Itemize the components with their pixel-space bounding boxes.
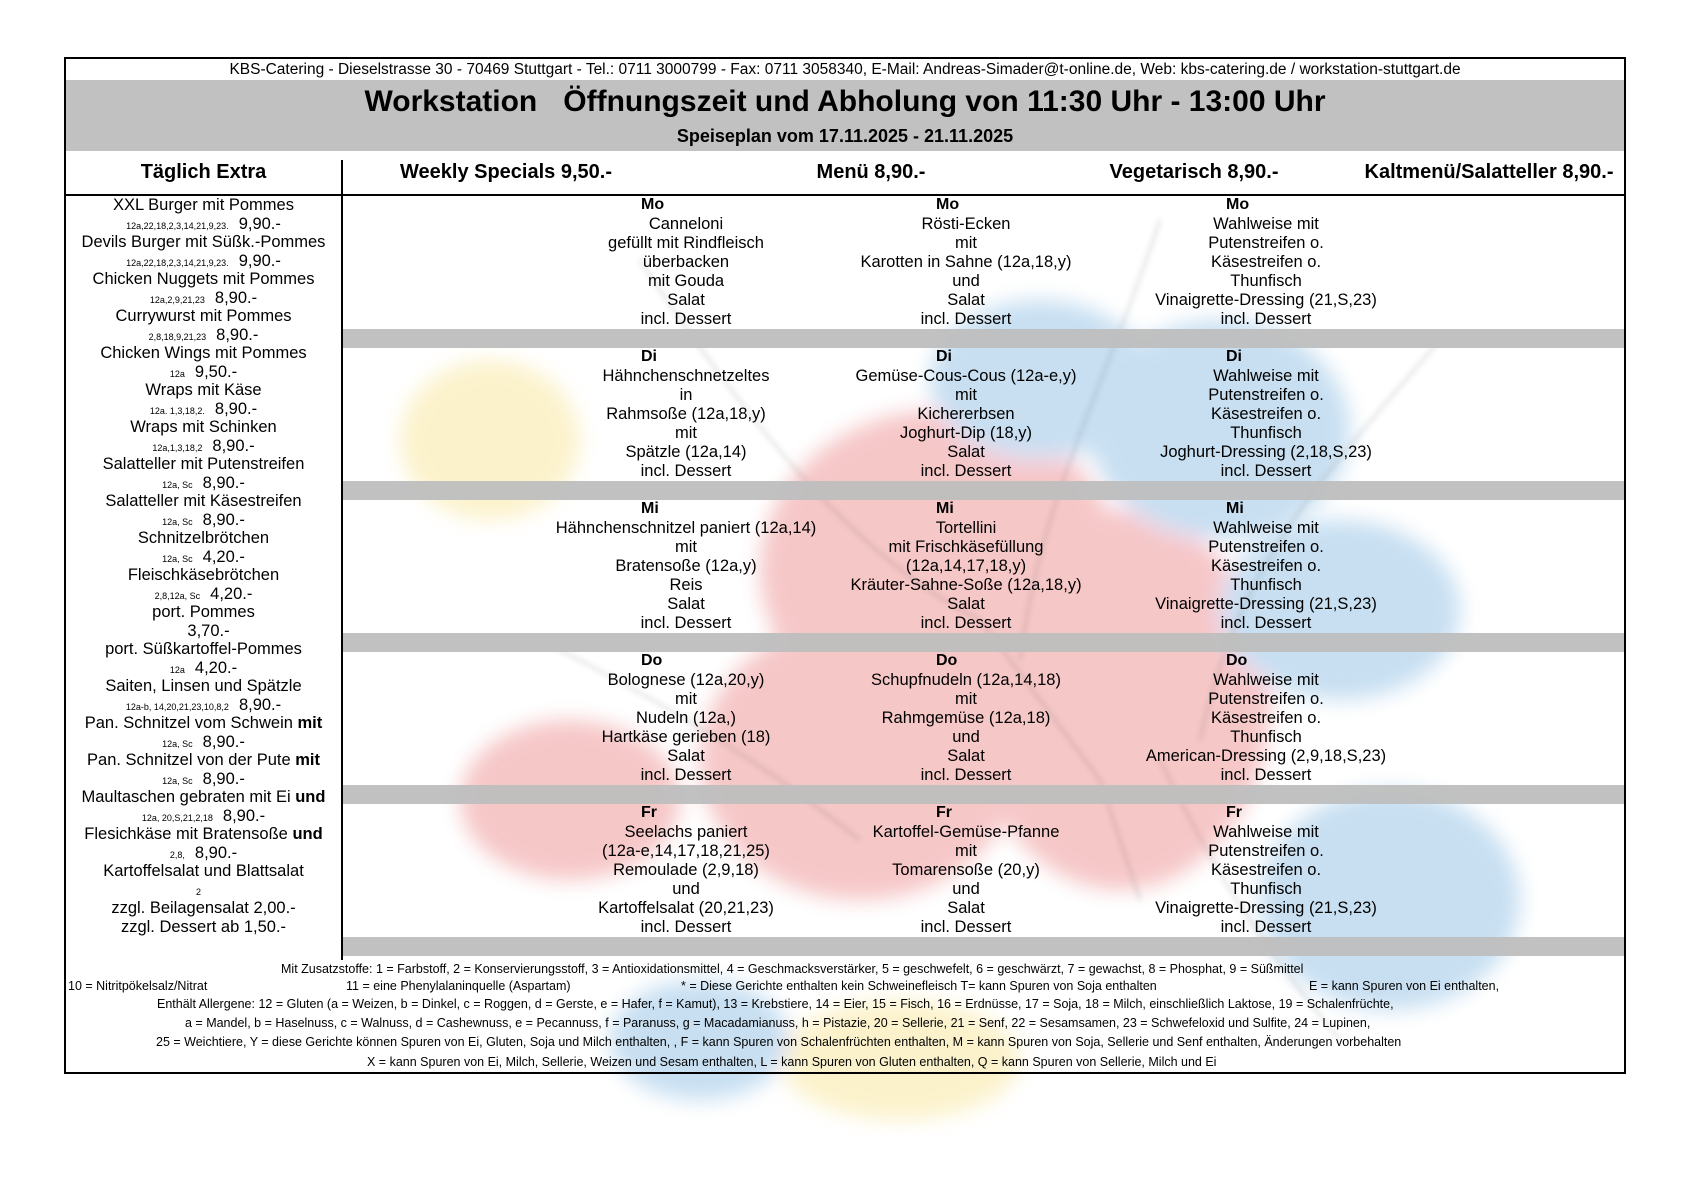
dish-line: incl. Dessert (1220, 614, 1312, 632)
extra-item-label: Salatteller mit Käsestreifen (105, 492, 302, 510)
extra-item-name (66, 714, 341, 733)
menu-sheet (64, 57, 1626, 1074)
dish-line: Putenstreifen o. (1208, 842, 1324, 860)
dish-line: Wahlweise mit (1213, 671, 1319, 689)
footer-line-2c: * = Diese Gerichte enthalten kein Schweinefleisch T= kann Spuren von Soja enthalten (681, 979, 1157, 993)
day-label: Fr (936, 804, 952, 821)
extra-item (66, 381, 341, 418)
extra-item-label: Wraps mit Schinken (130, 418, 277, 436)
extra-item-codes: 12a (169, 665, 185, 675)
dish-line: Wahlweise mit (1213, 215, 1319, 233)
dish-line: incl. Dessert (1220, 766, 1312, 784)
extra-item (66, 418, 341, 455)
dish-line: mit (955, 842, 977, 860)
extra-item-price-row (66, 289, 341, 307)
extra-item-bold: und (292, 825, 323, 843)
extra-item-label: port. Süßkartoffel-Pommes (105, 640, 302, 658)
kalt-dish (1126, 519, 1406, 633)
extra-item-price: 8,90.- (202, 770, 245, 788)
dish-line: Wahlweise mit (1213, 823, 1319, 841)
extra-item-name (66, 751, 341, 770)
extra-item-price: 8,90.- (216, 326, 259, 344)
dish-line: incl. Dessert (920, 310, 1012, 328)
dish-line: Vinaigrette-Dressing (21,S,23) (1155, 899, 1377, 917)
veg-dish (816, 823, 1116, 937)
col-head-veg: Vegetarisch 8,90.- (1109, 161, 1279, 183)
dish-line: gefüllt mit Rindfleisch (608, 234, 764, 252)
extra-item-price: 3,70.- (187, 622, 230, 640)
extra-item-price: 8,90.- (202, 733, 245, 751)
dish-line: Thunfisch (1230, 576, 1302, 594)
title-opening-hours: Öffnungszeit und Abholung von 11:30 Uhr - 13:00 Uhr (563, 85, 1326, 118)
menu-dish (541, 215, 831, 329)
extra-item (66, 492, 341, 529)
dish-line: incl. Dessert (920, 918, 1012, 936)
dish-line: mit Gouda (647, 272, 725, 290)
dish-line: Kartoffelsalat (20,21,23) (598, 899, 774, 917)
dish-line: Joghurt-Dip (18,y) (899, 424, 1033, 442)
dish-line: Salat (947, 291, 985, 309)
extra-item-name (66, 233, 341, 252)
extra-item-bold: mit (297, 714, 323, 732)
day-label: Do (936, 652, 958, 669)
extra-item-price-row (66, 215, 341, 233)
extra-item-label: Devils Burger mit Süßk.-Pommes (81, 233, 326, 251)
day-label: Fr (641, 804, 657, 821)
dish-line: Salat (667, 291, 705, 309)
extra-item-label: Currywurst mit Pommes (115, 307, 292, 325)
dish-line: Salat (947, 899, 985, 917)
extra-item-price: 8,90.- (214, 289, 258, 307)
dish-line: incl. Dessert (640, 918, 732, 936)
page-title (66, 85, 1624, 119)
extra-item-price-row (66, 400, 341, 418)
footer-line-2a: 10 = Nitritpökelsalz/Nitrat (68, 979, 208, 993)
veg-dish (816, 519, 1116, 633)
extra-item-bold: mit (295, 751, 320, 769)
day-label: Mi (1226, 500, 1244, 517)
extra-item-price-row (66, 733, 341, 751)
dish-line: incl. Dessert (1220, 310, 1312, 328)
day-label: Di (1226, 348, 1242, 365)
col-head-weekly: Weekly Specials 9,50.- (400, 161, 612, 183)
extra-item-price-row (66, 437, 341, 455)
dish-line: Nudeln (12a,) (636, 709, 736, 727)
day-label: Mo (1226, 196, 1250, 213)
dish-line: überbacken (642, 253, 730, 271)
day-label: Mo (641, 196, 665, 213)
kalt-dish (1126, 671, 1406, 785)
extra-item-price: 8,90.- (214, 400, 258, 418)
extra-item-label: Chicken Wings mit Pommes (100, 344, 307, 362)
extra-item-price: 8,90.- (212, 437, 255, 455)
extra-item-codes: 12a,22,18,2,3,14,21,9,23. (126, 258, 229, 268)
day-label: Do (1226, 652, 1248, 669)
dish-line: Karotten in Sahne (12a,18,y) (860, 253, 1072, 271)
dish-line: incl. Dessert (640, 766, 732, 784)
extra-item-label: Chicken Nuggets mit Pommes (92, 270, 315, 288)
extra-item (66, 603, 341, 640)
dish-line: incl. Dessert (640, 310, 732, 328)
extra-item-price: 4,20.- (202, 548, 245, 566)
dish-line: und (952, 880, 980, 898)
kalt-dish (1126, 367, 1406, 481)
extra-item-name (66, 603, 341, 622)
dish-line: mit (955, 386, 977, 404)
extra-item (66, 714, 341, 751)
dish-line: Wahlweise mit (1213, 519, 1319, 537)
dish-line: in (679, 386, 693, 404)
dish-line: mit (675, 424, 697, 442)
dish-line: Putenstreifen o. (1208, 234, 1324, 252)
footer-line-2b: 11 = eine Phenylalaninquelle (Aspartam) (346, 979, 571, 993)
extra-item-bold: und (295, 788, 326, 806)
dish-line: Salat (667, 747, 705, 765)
dish-line: incl. Dessert (1220, 462, 1312, 480)
extra-item-price-row (66, 622, 341, 640)
contact-line: KBS-Catering - Dieselstrasse 30 - 70469 Stuttgart - Tel.: 0711 3000799 - Fax: 0711 3058340, E-Mail: Andreas-Simader@t-online.de, Web: kbs-catering.de / workstation-stuttgart.de (229, 61, 1461, 78)
extra-item (66, 640, 341, 677)
extra-item-price-row (66, 548, 341, 566)
extra-item (66, 233, 341, 270)
footer-line-1: Mit Zusatzstoffe: 1 = Farbstoff, 2 = Konservierungsstoff, 3 = Antioxidationsmittel, 4 = Geschmacksverstärker, 5 = geschwefelt, 6 = geschwärzt, 7 = gewachst, 8 = Phosphat, 9 = Süßmittel (281, 962, 1304, 976)
day-label: Fr (1226, 804, 1242, 821)
dish-line: incl. Dessert (920, 614, 1012, 632)
extra-item-price: 8,90.- (238, 696, 282, 714)
day-separator (343, 785, 1624, 804)
daily-extra-list (66, 196, 341, 937)
dish-line: Gemüse-Cous-Cous (12a-e,y) (855, 367, 1077, 385)
dish-line: Seelachs paniert (624, 823, 748, 841)
dish-line: mit (675, 690, 697, 708)
extra-surcharge: zzgl. Dessert ab 1,50.- (120, 918, 287, 936)
extra-item (66, 307, 341, 344)
extra-item-price-row (66, 696, 341, 714)
footer-line-6: X = kann Spuren von Ei, Milch, Sellerie, Weizen und Sesam enthalten, L = kann Spuren von Gluten enthalten, Q = kann Spuren von Sellerie, Milch und Ei (367, 1055, 1217, 1069)
dish-line: Tomarensoße (20,y) (892, 861, 1040, 879)
day-label: Di (641, 348, 657, 365)
dish-line: Bolognese (12a,20,y) (607, 671, 765, 689)
extra-item-label: Flesichkäse mit Bratensoße (84, 825, 293, 843)
extra-item-codes: 12a, Sc (162, 739, 193, 749)
dish-line: incl. Dessert (920, 766, 1012, 784)
extra-item-price-row (66, 659, 341, 677)
extra-item-label: Fleischkäsebrötchen (127, 566, 280, 584)
dish-line: (12a-e,14,17,18,21,25) (602, 842, 770, 860)
extra-item-price-row (66, 474, 341, 492)
extra-item-name (66, 862, 341, 881)
extra-item-name (66, 788, 341, 807)
dish-line: Käsestreifen o. (1210, 557, 1322, 575)
day-separator (343, 937, 1624, 956)
dish-line: Putenstreifen o. (1208, 690, 1324, 708)
extra-item (66, 344, 341, 381)
extra-item (66, 862, 341, 899)
extra-item-name (66, 381, 341, 400)
extra-item-name (66, 566, 341, 585)
dish-line: Käsestreifen o. (1210, 709, 1322, 727)
extra-item-codes: 12a,2,9,21,23 (149, 295, 205, 305)
dish-line: mit (675, 538, 697, 556)
extra-item-price-row (66, 252, 341, 270)
dish-line: Putenstreifen o. (1208, 538, 1324, 556)
footer-line-5: 25 = Weichtiere, Y = diese Gerichte können Spuren von Ei, Gluten, Soja und Milch enthalten, , F = kann Spuren von Schalenfrüchten enthalten, M = kann Spuren von Soja, Sellerie und Senf enthalten, Änderungen vorbehalten (156, 1035, 1402, 1049)
dish-line: Käsestreifen o. (1210, 405, 1322, 423)
dish-line: Remoulade (2,9,18) (613, 861, 759, 879)
extra-item-codes: 12a (169, 369, 185, 379)
extra-item-name (66, 677, 341, 696)
dish-line: Kichererbsen (917, 405, 1015, 423)
day-separator (343, 633, 1624, 652)
col-head-extra: Täglich Extra (140, 161, 267, 183)
extra-item-name (66, 455, 341, 474)
day-label: Do (641, 652, 663, 669)
dish-line: Rahmgemüse (12a,18) (881, 709, 1051, 727)
dish-line: Salat (947, 747, 985, 765)
dish-line: Rösti-Ecken (921, 215, 1011, 233)
dish-line: (12a,14,17,18,y) (905, 557, 1027, 575)
extra-item-codes: 12a, 20,S,21,2,18 (141, 813, 213, 823)
dish-line: Tortellini (935, 519, 997, 537)
extra-item-price: 4,20.- (210, 585, 253, 603)
extra-item-label: Pan. Schnitzel von der Pute (87, 751, 296, 769)
veg-dish (816, 671, 1116, 785)
menu-dish (541, 823, 831, 937)
day-label: Di (936, 348, 952, 365)
col-head-kalt: Kaltmenü/Salatteller 8,90.- (1364, 161, 1614, 183)
menu-dish (541, 671, 831, 785)
extra-item-label: XXL Burger mit Pommes (113, 196, 294, 214)
dish-line: Schupfnudeln (12a,14,18) (871, 671, 1061, 689)
extra-item-price-row (66, 363, 341, 381)
extra-item (66, 825, 341, 862)
dish-line: Reis (669, 576, 703, 594)
extra-item-price: 8,90.- (222, 807, 266, 825)
extra-item (66, 677, 341, 714)
extra-item (66, 455, 341, 492)
extra-item-price-row (66, 807, 341, 825)
extra-item-codes: 12a-b, 14,20,21,23,10,8,2 (125, 702, 229, 712)
dish-line: Bratensoße (12a,y) (615, 557, 757, 575)
extra-item-price: 9,90.- (238, 215, 281, 233)
col-head-menu: Menü 8,90.- (816, 161, 926, 183)
extra-item-label: Wraps mit Käse (145, 381, 262, 399)
dish-line: incl. Dessert (1220, 918, 1312, 936)
dish-line: incl. Dessert (640, 614, 732, 632)
kalt-dish (1126, 215, 1406, 329)
dish-line: Canneloni (648, 215, 724, 233)
veg-dish (816, 215, 1116, 329)
extra-item-name (66, 640, 341, 659)
dish-line: Thunfisch (1230, 728, 1302, 746)
dish-line: Salat (947, 443, 985, 461)
dish-line: mit Frischkäsefüllung (888, 538, 1044, 556)
dish-line: Hähnchenschnetzeltes (602, 367, 770, 385)
dish-line: Rahmsoße (12a,18,y) (606, 405, 766, 423)
day-label: Mo (936, 196, 960, 213)
extra-item-name (66, 196, 341, 215)
extra-item-name (66, 825, 341, 844)
extra-surcharge: zzgl. Beilagensalat 2,00.- (111, 899, 296, 917)
extra-item (66, 270, 341, 307)
footer-line-3: Enthält Allergene: 12 = Gluten (a = Weizen, b = Dinkel, c = Roggen, d = Gerste, e = Hafer, f = Kamut), 13 = Krebstiere, 14 = Eier, 15 = Fisch, 16 = Erdnüsse, 17 = Soja, 18 = Milch, einschließlich Laktose, 19 = Schalenfrüchte, (157, 997, 1394, 1011)
title-workstation: Workstation (364, 85, 538, 118)
extra-item-codes: 12a. 1,3,18,2. (149, 406, 205, 416)
dish-line: und (672, 880, 700, 898)
dish-line: incl. Dessert (640, 462, 732, 480)
extra-item-price-row (66, 881, 341, 899)
dish-line: Kräuter-Sahne-Soße (12a,18,y) (850, 576, 1082, 594)
title-band (66, 80, 1624, 151)
column-divider (341, 160, 343, 960)
menu-dish (541, 519, 831, 633)
extra-item-name (66, 270, 341, 289)
extra-item-name (66, 344, 341, 363)
dish-line: mit (955, 234, 977, 252)
extra-item-codes: 2,8,12a, Sc (154, 591, 201, 601)
day-separator (343, 329, 1624, 348)
extra-item-codes: 12a, Sc (162, 517, 193, 527)
dish-line: Vinaigrette-Dressing (21,S,23) (1155, 595, 1377, 613)
dish-line: Vinaigrette-Dressing (21,S,23) (1155, 291, 1377, 309)
extra-item-codes: 12a, Sc (162, 554, 193, 564)
dish-line: Salat (947, 595, 985, 613)
extra-item-price-row (66, 770, 341, 788)
extra-item (66, 529, 341, 566)
extra-item-codes: 12a,1,3,18,2 (152, 443, 203, 453)
footer-line-2d: E = kann Spuren von Ei enthalten, (1309, 979, 1500, 993)
dish-line: Hartkäse gerieben (18) (601, 728, 771, 746)
dish-line: Käsestreifen o. (1210, 861, 1322, 879)
extra-item-label: Kartoffelsalat und Blattsalat (103, 862, 304, 880)
extra-item-name (66, 529, 341, 548)
day-label: Mi (936, 500, 954, 517)
dish-line: Käsestreifen o. (1210, 253, 1322, 271)
extra-item-codes: 12a, Sc (162, 480, 193, 490)
day-label: Mi (641, 500, 659, 517)
dish-line: und (952, 272, 980, 290)
kalt-dish (1126, 823, 1406, 937)
extra-item-label: Maultaschen gebraten mit Ei (81, 788, 296, 806)
day-separator (343, 481, 1624, 500)
dish-line: mit (955, 690, 977, 708)
extra-item-label: Salatteller mit Putenstreifen (102, 455, 305, 473)
extra-item (66, 751, 341, 788)
dish-line: Thunfisch (1230, 272, 1302, 290)
footer-line-4: a = Mandel, b = Haselnuss, c = Walnuss, d = Cashewnuss, e = Pecannuss, f = Paranuss, g = Macadamianuss, h = Pistazie, 20 = Sellerie, 21 = Senf, 22 = Sesamsamen, 23 = Schwefeloxid und Sulfite, 24 = Lupinen, (185, 1016, 1371, 1030)
extra-item-codes: 2,8,18,9,21,23 (148, 332, 207, 342)
dish-line: Putenstreifen o. (1208, 386, 1324, 404)
menu-dish (541, 367, 831, 481)
extra-item-price-row (66, 585, 341, 603)
extra-item-price: 8,90.- (202, 511, 245, 529)
extra-item-codes: 12a, Sc (162, 776, 193, 786)
extra-item-price-row (66, 511, 341, 529)
dish-line: incl. Dessert (920, 462, 1012, 480)
dish-line: Spätzle (12a,14) (625, 443, 747, 461)
dish-line: American-Dressing (2,9,18,S,23) (1145, 747, 1387, 765)
dish-line: Joghurt-Dressing (2,18,S,23) (1160, 443, 1372, 461)
extra-item-name (66, 307, 341, 326)
dish-line: Hähnchenschnitzel paniert (12a,14) (555, 519, 817, 537)
extra-item-price: 8,90.- (202, 474, 245, 492)
extra-item-name (66, 418, 341, 437)
extra-item-codes: 2 (195, 887, 201, 897)
extra-item (66, 788, 341, 825)
extra-item-price: 4,20.- (194, 659, 238, 677)
dish-line: Thunfisch (1230, 424, 1302, 442)
extra-item-label: Schnitzelbrötchen (137, 529, 270, 547)
dish-line: Salat (667, 595, 705, 613)
dish-line: und (952, 728, 980, 746)
extra-item-price-row (66, 844, 341, 862)
extra-item-label: Saiten, Linsen und Spätzle (105, 677, 302, 695)
extra-item-price: 9,90.- (238, 252, 281, 270)
menu-date-range: Speiseplan vom 17.11.2025 - 21.11.2025 (676, 126, 1014, 146)
dish-line: Kartoffel-Gemüse-Pfanne (872, 823, 1060, 841)
extra-item (66, 196, 341, 233)
dish-line: Thunfisch (1230, 880, 1302, 898)
extra-item-price-row (66, 326, 341, 344)
extra-item-name (66, 492, 341, 511)
extra-item (66, 566, 341, 603)
extra-item-price: 9,50.- (194, 363, 238, 381)
dish-line: Wahlweise mit (1213, 367, 1319, 385)
extra-item-label: Pan. Schnitzel vom Schwein (84, 714, 298, 732)
extra-item-codes: 12a,22,18,2,3,14,21,9,23. (126, 221, 229, 231)
extra-item-codes: 2,8, (169, 850, 185, 860)
extra-item-price: 8,90.- (194, 844, 238, 862)
veg-dish (816, 367, 1116, 481)
extra-item-label: port. Pommes (152, 603, 255, 621)
